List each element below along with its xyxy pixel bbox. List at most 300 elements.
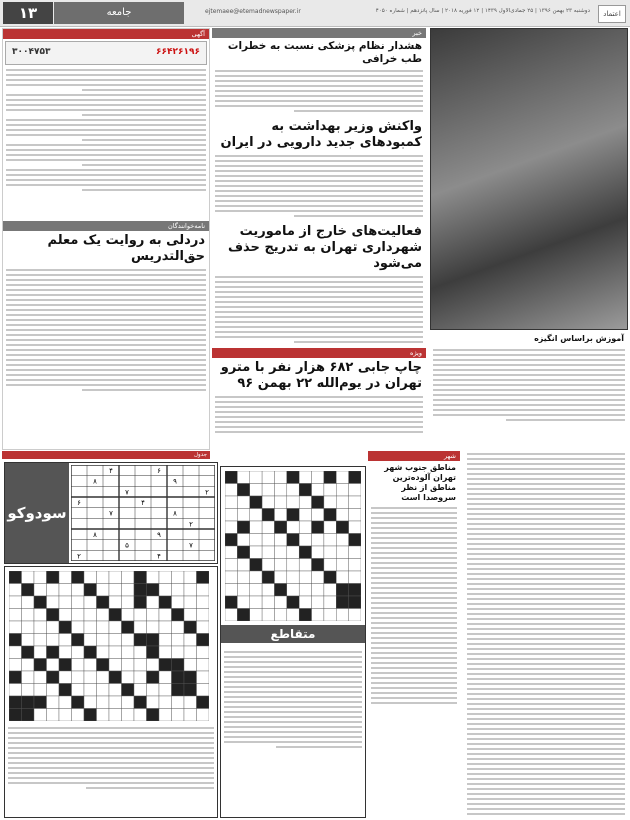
- city-header: شهر: [368, 451, 460, 461]
- city-column: [368, 451, 460, 817]
- crossword-block: [134, 634, 147, 647]
- crossword-block: [159, 659, 172, 672]
- crossword-cell: [299, 534, 311, 547]
- crossword-cell: [122, 609, 135, 622]
- crossword-cell: [324, 596, 336, 609]
- crossword-cell: [172, 621, 185, 634]
- crossword-cell: [147, 609, 160, 622]
- crossword-block: [172, 659, 185, 672]
- crossword-cell: [134, 621, 147, 634]
- crossword-cell: [312, 596, 324, 609]
- crossword-cell: [9, 609, 22, 622]
- crossword-block: [59, 621, 72, 634]
- crossword-block: [172, 671, 185, 684]
- ads-phone: ۶۶۴۲۶۱۹۶: [156, 47, 200, 57]
- crossword-cell: [159, 571, 172, 584]
- crossword-block: [59, 684, 72, 697]
- crossword-cell: [9, 596, 22, 609]
- crossword-cell: [109, 584, 122, 597]
- crossword-box: [4, 566, 218, 818]
- crossword-cell: [47, 596, 60, 609]
- crossword-2-box: [220, 466, 366, 818]
- crossword-cell: [84, 671, 97, 684]
- crossword-cell: [109, 571, 122, 584]
- crossword-block: [9, 634, 22, 647]
- crossword-block: [84, 709, 97, 722]
- crossword-block: [34, 696, 47, 709]
- crossword-cell: [47, 684, 60, 697]
- crossword-block: [197, 634, 210, 647]
- crossword-cell: [287, 521, 299, 534]
- crossword-block: [237, 521, 249, 534]
- crossword-block: [22, 584, 35, 597]
- crossword-cell: [109, 646, 122, 659]
- ads-banner: [5, 41, 207, 65]
- crossword-cell: [34, 621, 47, 634]
- crossword-cell: [274, 471, 286, 484]
- crossword-cell: [336, 484, 348, 497]
- crossword-cell: [159, 634, 172, 647]
- crossword-cell: [324, 584, 336, 597]
- crossword-cell: [59, 596, 72, 609]
- crossword-cell: [225, 496, 237, 509]
- crossword-block: [22, 646, 35, 659]
- crossword-cell: [336, 609, 348, 622]
- crossword-block: [184, 671, 197, 684]
- crossword-cell: [349, 484, 361, 497]
- crossword-cell: [122, 571, 135, 584]
- crossword-cell: [237, 571, 249, 584]
- crossword-cell: [250, 609, 262, 622]
- crossword-cell: [122, 696, 135, 709]
- crossword-cell: [324, 484, 336, 497]
- crossword-block: [312, 496, 324, 509]
- crossword-cell: [349, 609, 361, 622]
- crossword-cell: [172, 696, 185, 709]
- crossword-block: [97, 596, 110, 609]
- crossword-cell: [184, 571, 197, 584]
- crossword-block: [97, 659, 110, 672]
- crossword-cell: [197, 684, 210, 697]
- crossword-cell: [324, 609, 336, 622]
- crossword-cell: [172, 634, 185, 647]
- ads-header: آگهی: [3, 29, 209, 39]
- crossword-block: [47, 646, 60, 659]
- crossword-cell: [134, 646, 147, 659]
- crossword-cell: [172, 571, 185, 584]
- crossword-cell: [250, 509, 262, 522]
- crossword-cell: [97, 634, 110, 647]
- crossword-block: [299, 484, 311, 497]
- crossword-block: [134, 584, 147, 597]
- crossword-cell: [84, 571, 97, 584]
- crossword-block: [34, 659, 47, 672]
- crossword-cell: [197, 621, 210, 634]
- sudoku-given: ۹: [173, 477, 177, 486]
- crossword-cell: [159, 584, 172, 597]
- crossword-cell: [34, 634, 47, 647]
- crossword-cell: [159, 709, 172, 722]
- section-email: ejtemaee@etemadnewspaper.ir: [205, 8, 301, 15]
- crossword-cell: [312, 484, 324, 497]
- sudoku-given: ۸: [93, 477, 97, 486]
- crossword-cell: [159, 621, 172, 634]
- crossword-2-grid[interactable]: [225, 471, 361, 621]
- sudoku-given: ۴: [141, 499, 145, 507]
- crossword-cell: [262, 596, 274, 609]
- crossword-cell: [250, 484, 262, 497]
- crossword-cell: [287, 496, 299, 509]
- crossword-cell: [287, 609, 299, 622]
- sudoku-given: ۷: [109, 509, 113, 518]
- sudoku-given: ۶: [157, 467, 161, 475]
- crossword-block: [134, 696, 147, 709]
- crossword-cell: [299, 584, 311, 597]
- crossword-cell: [109, 596, 122, 609]
- crossword-cell: [59, 584, 72, 597]
- crossword-cell: [172, 584, 185, 597]
- crossword-cell: [287, 584, 299, 597]
- crossword-cell: [172, 596, 185, 609]
- crossword-cell: [72, 709, 85, 722]
- section-label: جامعه: [54, 2, 184, 24]
- crossword-cell: [97, 696, 110, 709]
- crossword-cell: [299, 559, 311, 572]
- crossword-cell: [336, 546, 348, 559]
- crossword-cell: [109, 696, 122, 709]
- crossword-cell: [9, 684, 22, 697]
- crossword-cell: [59, 696, 72, 709]
- crossword-cell: [122, 709, 135, 722]
- puzzle-header: جدول: [2, 451, 210, 459]
- crossword-cell: [262, 609, 274, 622]
- crossword-cell: [147, 696, 160, 709]
- crossword-cell: [274, 571, 286, 584]
- crossword-cell: [197, 646, 210, 659]
- crossword-block: [84, 584, 97, 597]
- right-column: [430, 28, 628, 448]
- crossword-cell: [250, 546, 262, 559]
- crossword-cell: [312, 546, 324, 559]
- dateline: دوشنبه ۲۳ بهمن ۱۳۹۶ | ۲۵ جمادی‌الاول ۱۴۳۹ | ۱۲ فوریه ۲۰۱۸ | سال پانزدهم | شماره ۴۰۵۰: [375, 8, 590, 14]
- crossword-grid[interactable]: [9, 571, 209, 721]
- crossword-block: [225, 534, 237, 547]
- crossword-block: [184, 684, 197, 697]
- crossword-cell: [197, 709, 210, 722]
- crossword-cell: [336, 571, 348, 584]
- crossword-block: [349, 596, 361, 609]
- crossword-block: [312, 559, 324, 572]
- sudoku-given: ۷: [125, 488, 129, 497]
- crossword-cell: [324, 496, 336, 509]
- crossword-block: [72, 571, 85, 584]
- crossword-cell: [349, 496, 361, 509]
- crossword-block: [172, 684, 185, 697]
- crossword-block: [22, 709, 35, 722]
- crossword-cell: [312, 584, 324, 597]
- crossword-block: [287, 471, 299, 484]
- crossword-block: [225, 596, 237, 609]
- crossword-cell: [274, 484, 286, 497]
- crossword-cell: [22, 596, 35, 609]
- crossword-title: متقاطع: [221, 625, 365, 643]
- crossword-cell: [22, 684, 35, 697]
- crossword-cell: [97, 684, 110, 697]
- crossword-cell: [312, 609, 324, 622]
- crossword-cell: [147, 571, 160, 584]
- crossword-cell: [59, 571, 72, 584]
- crossword-block: [109, 609, 122, 622]
- sudoku-given: ۴: [109, 467, 113, 475]
- crossword-cell: [47, 709, 60, 722]
- crossword-block: [237, 546, 249, 559]
- crossword-cell: [262, 546, 274, 559]
- crossword-cell: [324, 559, 336, 572]
- crossword-cell: [274, 596, 286, 609]
- crossword-block: [197, 696, 210, 709]
- crossword-block: [47, 609, 60, 622]
- crossword-block: [172, 609, 185, 622]
- crossword-cell: [9, 646, 22, 659]
- crossword-block: [109, 671, 122, 684]
- crossword-cell: [299, 496, 311, 509]
- crossword-cell: [274, 559, 286, 572]
- crossword-cell: [109, 684, 122, 697]
- crossword-cell: [47, 659, 60, 672]
- crossword-cell: [250, 584, 262, 597]
- crossword-cell: [237, 471, 249, 484]
- crossword-cell: [122, 659, 135, 672]
- crossword-cell: [59, 646, 72, 659]
- crossword-block: [34, 596, 47, 609]
- crossword-cell: [184, 709, 197, 722]
- crossword-cell: [97, 671, 110, 684]
- crossword-cell: [237, 559, 249, 572]
- crossword-cell: [134, 609, 147, 622]
- crossword-cell: [312, 509, 324, 522]
- crossword-block: [159, 596, 172, 609]
- crossword-cell: [84, 634, 97, 647]
- crossword-block: [197, 571, 210, 584]
- crossword-cell: [9, 659, 22, 672]
- crossword-cell: [250, 534, 262, 547]
- crossword-cell: [147, 684, 160, 697]
- crossword-cell: [22, 634, 35, 647]
- sudoku-grid[interactable]: [71, 465, 215, 561]
- crossword-cell: [84, 596, 97, 609]
- crossword-cell: [47, 634, 60, 647]
- crossword-cell: [336, 471, 348, 484]
- letter-headline: دردلی به روایت یک معلم حق‌التدریس: [47, 233, 205, 264]
- sudoku-given: ۶: [77, 499, 81, 507]
- news-header: خبر: [212, 28, 426, 38]
- crossword-cell: [72, 596, 85, 609]
- crossword-cell: [47, 696, 60, 709]
- crossword-cell: [184, 634, 197, 647]
- crossword-cell: [59, 609, 72, 622]
- crossword-block: [324, 571, 336, 584]
- crossword-cell: [262, 471, 274, 484]
- crossword-block: [134, 596, 147, 609]
- crossword-cell: [72, 659, 85, 672]
- crossword-cell: [34, 671, 47, 684]
- crossword-cell: [225, 546, 237, 559]
- crossword-block: [336, 584, 348, 597]
- crossword-cell: [84, 609, 97, 622]
- sudoku-given: ۴: [157, 552, 161, 561]
- crossword-cell: [262, 584, 274, 597]
- crossword-block: [324, 509, 336, 522]
- masthead-bar: [0, 0, 630, 27]
- crossword-block: [84, 646, 97, 659]
- crossword-cell: [324, 521, 336, 534]
- letter-body: [3, 267, 209, 396]
- crossword-clues: [5, 725, 217, 794]
- crossword-cell: [97, 609, 110, 622]
- sudoku-box: [4, 462, 218, 564]
- crossword-block: [250, 496, 262, 509]
- crossword-cell: [349, 559, 361, 572]
- crossword-cell: [274, 546, 286, 559]
- crossword-cell: [324, 534, 336, 547]
- crossword-block: [122, 621, 135, 634]
- crossword-cell: [225, 609, 237, 622]
- crossword-cell: [336, 496, 348, 509]
- crossword-block: [349, 471, 361, 484]
- crossword-cell: [72, 646, 85, 659]
- crossword-cell: [250, 596, 262, 609]
- crossword-block: [47, 671, 60, 684]
- crossword-cell: [287, 484, 299, 497]
- crossword-block: [349, 584, 361, 597]
- crossword-cell: [134, 684, 147, 697]
- sudoku-given: ۸: [93, 531, 97, 539]
- crossword-cell: [184, 659, 197, 672]
- crossword-cell: [262, 559, 274, 572]
- crossword-cell: [122, 671, 135, 684]
- crossword-block: [225, 471, 237, 484]
- crossword-cell: [34, 609, 47, 622]
- crossword-block: [147, 671, 160, 684]
- sudoku-given: ۲: [77, 552, 81, 561]
- sudoku-given: ۹: [157, 531, 161, 539]
- crossword-cell: [250, 521, 262, 534]
- crossword-block: [287, 534, 299, 547]
- crossword-cell: [84, 684, 97, 697]
- sudoku-given: ۸: [173, 509, 177, 518]
- crossword-cell: [72, 621, 85, 634]
- crossword-cell: [147, 621, 160, 634]
- crossword-cell: [22, 609, 35, 622]
- crossword-block: [184, 621, 197, 634]
- crossword-cell: [225, 509, 237, 522]
- crossword-cell: [22, 621, 35, 634]
- crossword-cell: [287, 559, 299, 572]
- crossword-cell: [237, 534, 249, 547]
- crossword-cell: [184, 646, 197, 659]
- crossword-block: [147, 646, 160, 659]
- crossword-cell: [97, 709, 110, 722]
- crossword-block: [336, 596, 348, 609]
- newspaper-logo: اعتماد: [598, 5, 626, 23]
- crossword-cell: [159, 684, 172, 697]
- crossword-cell: [34, 709, 47, 722]
- crossword-cell: [262, 484, 274, 497]
- crossword-cell: [324, 546, 336, 559]
- crossword-cell: [349, 546, 361, 559]
- crossword-block: [9, 709, 22, 722]
- crossword-cell: [336, 509, 348, 522]
- crossword-cell: [197, 659, 210, 672]
- crossword-cell: [184, 596, 197, 609]
- crossword-cell: [159, 609, 172, 622]
- crossword-block: [147, 584, 160, 597]
- crossword-cell: [47, 621, 60, 634]
- crossword-block: [72, 634, 85, 647]
- crossword-block: [134, 571, 147, 584]
- crossword-block: [274, 521, 286, 534]
- crossword-cell: [34, 584, 47, 597]
- crossword-cell: [336, 534, 348, 547]
- ads-text: [3, 67, 209, 221]
- crossword-cell: [237, 584, 249, 597]
- crossword-cell: [349, 509, 361, 522]
- crossword-cell: [237, 596, 249, 609]
- side-story-title: آموزش براساس انگیزه: [534, 334, 624, 343]
- crossword-cell: [159, 671, 172, 684]
- crossword-block: [147, 709, 160, 722]
- crossword-block: [262, 509, 274, 522]
- crossword-cell: [47, 584, 60, 597]
- crossword-cell: [59, 709, 72, 722]
- crossword-cell: [22, 659, 35, 672]
- crossword-cell: [59, 671, 72, 684]
- crossword-cell: [287, 546, 299, 559]
- crossword-cell: [34, 571, 47, 584]
- crossword-cell: [312, 471, 324, 484]
- crossword-cell: [225, 484, 237, 497]
- crossword-cell: [109, 634, 122, 647]
- headline-3: فعالیت‌های خارج از ماموریت شهرداری تهران به تدریج حذف می‌شود: [227, 224, 422, 271]
- crossword-cell: [34, 684, 47, 697]
- crossword-block: [299, 546, 311, 559]
- sudoku-given: ۷: [189, 541, 193, 550]
- crossword-cell: [184, 584, 197, 597]
- crossword-cell: [9, 584, 22, 597]
- crossword-cell: [72, 584, 85, 597]
- crossword-cell: [197, 584, 210, 597]
- crossword-cell: [9, 621, 22, 634]
- crossword-block: [59, 659, 72, 672]
- crossword-cell: [274, 496, 286, 509]
- crossword-cell: [84, 621, 97, 634]
- news-photo: [430, 28, 628, 330]
- crossword-block: [9, 671, 22, 684]
- crossword-cell: [109, 709, 122, 722]
- crossword-block: [287, 509, 299, 522]
- crossword-2-clues: [221, 649, 365, 753]
- crossword-cell: [109, 621, 122, 634]
- page-number: ١٣: [3, 2, 53, 24]
- crossword-cell: [72, 684, 85, 697]
- headline-4: چاپ جابی ۶۸۲ هزار نفر با مترو تهران در یوم‌الله ۲۲ بهمن ۹۶: [220, 360, 422, 391]
- city-headline: مناطق جنوب شهر تهران آلوده‌ترین مناطق از نظر سروصدا است: [384, 463, 456, 502]
- headline-1: هشدار نظام پزشکی نسبت به خطرات طب خرافی: [227, 40, 422, 65]
- crossword-cell: [184, 696, 197, 709]
- crossword-cell: [172, 646, 185, 659]
- middle-column: [212, 28, 426, 448]
- crossword-cell: [225, 584, 237, 597]
